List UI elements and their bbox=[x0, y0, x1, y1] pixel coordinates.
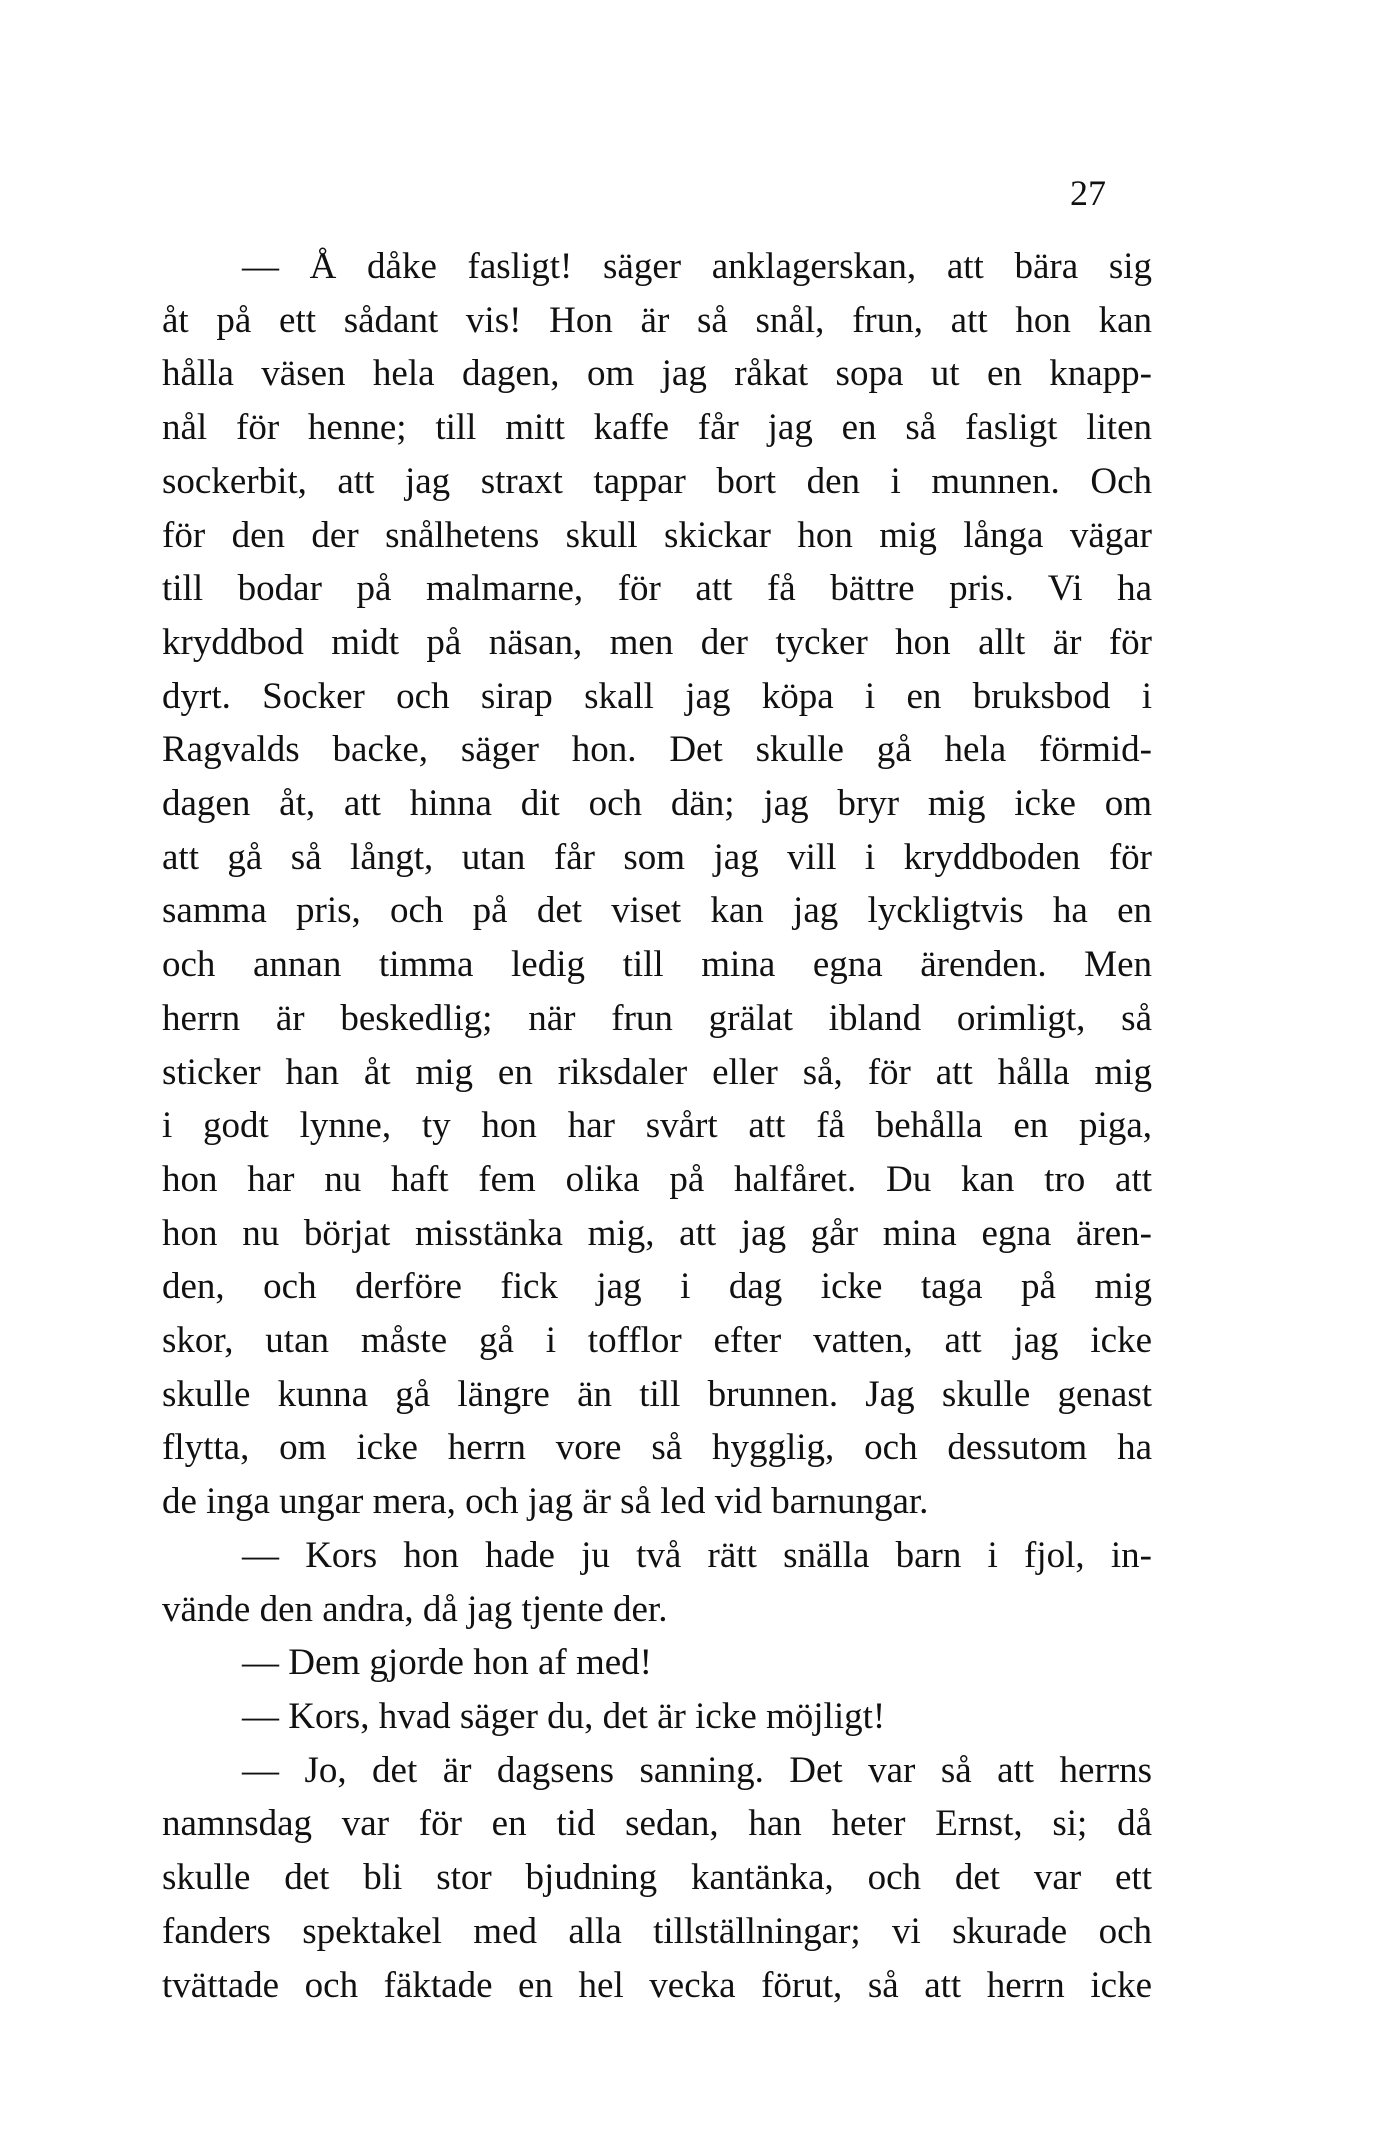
paragraph bbox=[162, 240, 1152, 1529]
text-line: — Dem gjorde hon af med! bbox=[242, 1642, 652, 1684]
text-line: flytta, om icke herrn vore så hygglig, och dessutom ha bbox=[162, 1427, 1152, 1469]
paragraph bbox=[162, 1744, 1152, 2013]
text-line: herrn är beskedlig; när frun grälat ibland orimligt, så bbox=[162, 997, 1152, 1039]
text-line: de inga ungar mera, och jag är så led vid barnungar. bbox=[162, 1481, 929, 1523]
text-line: skor, utan måste gå i tofflor efter vatten, att jag icke bbox=[162, 1320, 1152, 1362]
text-line: skulle det bli stor bjudning kantänka, och det var ett bbox=[162, 1857, 1152, 1899]
text-line: namnsdag var för en tid sedan, han heter Ernst, si; då bbox=[162, 1803, 1152, 1845]
text-line: skulle kunna gå längre än till brunnen. Jag skulle genast bbox=[162, 1373, 1152, 1415]
text-line: dyrt. Socker och sirap skall jag köpa i en bruksbod i bbox=[162, 675, 1152, 717]
text-line: hon nu börjat misstänka mig, att jag går mina egna ären- bbox=[162, 1212, 1152, 1254]
page-number: 27 bbox=[1070, 173, 1106, 213]
text-line: — Jo, det är dagsens sanning. Det var så att herrns bbox=[242, 1749, 1152, 1791]
text-line: vände den andra, då jag tjente der. bbox=[162, 1588, 668, 1630]
text-line: hålla väsen hela dagen, om jag råkat sopa ut en knapp- bbox=[162, 353, 1152, 395]
text-line: sockerbit, att jag straxt tappar bort den i munnen. Och bbox=[162, 460, 1152, 502]
text-line: hon har nu haft fem olika på halfåret. Du kan tro att bbox=[162, 1158, 1152, 1200]
text-line: för den der snålhetens skull skickar hon mig långa vägar bbox=[162, 514, 1152, 556]
text-line: — Kors hon hade ju två rätt snälla barn i fjol, in- bbox=[242, 1534, 1152, 1576]
text-line: — Å dåke fasligt! säger anklagerskan, att bära sig bbox=[242, 246, 1152, 287]
text-line: samma pris, och på det viset kan jag lyckligtvis ha en bbox=[162, 890, 1152, 932]
paragraph bbox=[162, 1690, 1152, 1744]
body-text bbox=[162, 240, 1152, 2012]
text-line: — Kors, hvad säger du, det är icke möjligt! bbox=[242, 1695, 886, 1737]
text-line: nål för henne; till mitt kaffe får jag en så fasligt liten bbox=[162, 407, 1152, 449]
text-line: kryddbod midt på näsan, men der tycker hon allt är för bbox=[162, 621, 1152, 663]
text-line: i godt lynne, ty hon har svårt att få behålla en piga, bbox=[162, 1105, 1152, 1147]
paragraph bbox=[162, 1636, 1152, 1690]
text-line: tvättade och fäktade en hel vecka förut, så att herrn icke bbox=[162, 1964, 1152, 2006]
text-line: till bodar på malmarne, för att få bättre pris. Vi ha bbox=[162, 568, 1152, 610]
text-line: den, och derföre fick jag i dag icke taga på mig bbox=[162, 1266, 1152, 1308]
text-line: sticker han åt mig en riksdaler eller så, för att hålla mig bbox=[162, 1051, 1152, 1093]
text-line: åt på ett sådant vis! Hon är så snål, frun, att hon kan bbox=[162, 299, 1152, 341]
text-line: dagen åt, att hinna dit och dän; jag bryr mig icke om bbox=[162, 783, 1152, 825]
text-line: fanders spektakel med alla tillställningar; vi skurade och bbox=[162, 1910, 1152, 1952]
paragraph bbox=[162, 1529, 1152, 1636]
text-line: Ragvalds backe, säger hon. Det skulle gå hela förmid- bbox=[162, 729, 1152, 771]
text-line: att gå så långt, utan får som jag vill i kryddboden för bbox=[162, 836, 1152, 878]
text-line: och annan timma ledig till mina egna ärenden. Men bbox=[162, 944, 1152, 986]
